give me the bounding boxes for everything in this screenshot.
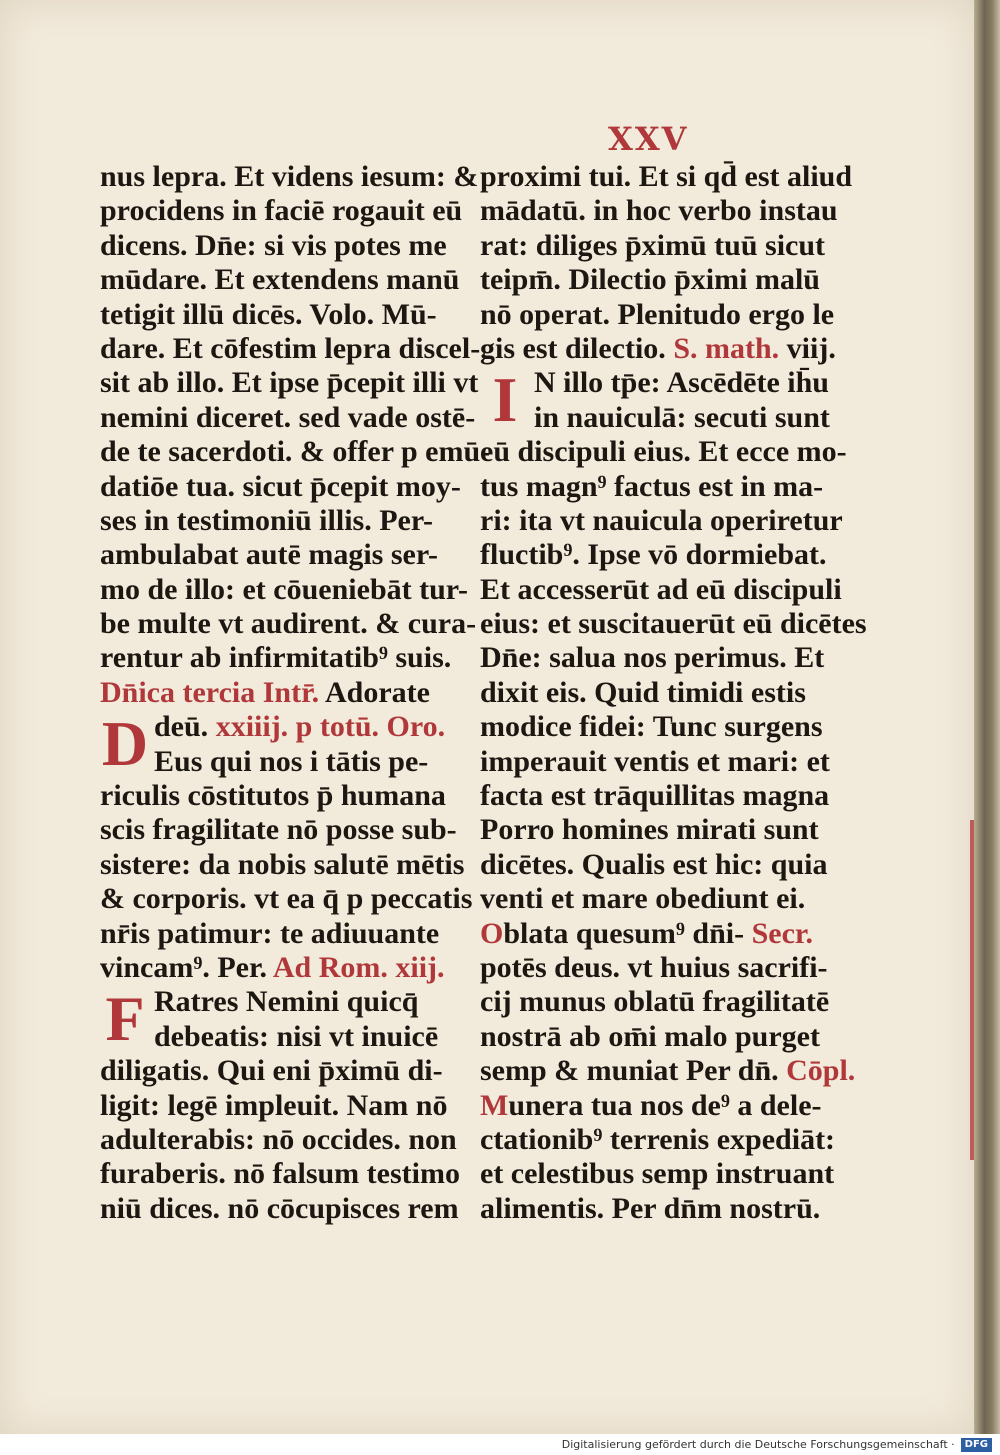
footer-bar <box>0 1434 1000 1455</box>
body-text: scis fragilitate nō posse sub- <box>100 813 457 847</box>
text-line <box>100 1191 459 1226</box>
text-line <box>100 951 445 985</box>
right-text-column <box>480 160 867 1226</box>
text-line <box>480 882 825 916</box>
text-line <box>100 504 445 538</box>
text-line <box>480 1054 856 1088</box>
body-text: fluctib⁹. Ipse vō dormiebat. <box>480 538 827 572</box>
text-line <box>480 263 825 297</box>
body-text: dixit eis. Quid timidi estis <box>480 675 806 709</box>
book-edge <box>974 0 1000 1434</box>
rubric-text: S. math. <box>673 331 787 365</box>
text-line <box>480 950 828 985</box>
body-text: rat: diliges p̄ximū tuū sicut <box>480 228 826 262</box>
text-line <box>100 263 460 297</box>
body-text: de te sacerdoti. & offer p emū- <box>100 435 491 469</box>
text-line <box>480 435 847 469</box>
text-line <box>100 917 445 951</box>
dfg-logo: DFG <box>961 1438 992 1452</box>
body-text: tetigit illū dicēs. Volo. Mū- <box>100 297 437 331</box>
text-line <box>480 400 830 435</box>
body-text: semp & muniat Per dn̄. <box>480 1054 787 1088</box>
text-line <box>480 194 838 228</box>
body-text: be multe vt audirent. & cura- <box>100 607 477 641</box>
body-text: proximi tui. Et si qd̄ est aliud <box>480 160 853 193</box>
text-line <box>100 1122 457 1157</box>
red-initial-letter: D <box>101 708 149 780</box>
text-line <box>100 400 476 435</box>
text-line <box>100 1054 445 1088</box>
body-text: teipm̄. Dilectio p̄ximi malū <box>480 263 820 297</box>
text-line <box>480 1122 836 1157</box>
body-text: mo de illo: et cōueniebāt tur- <box>100 572 468 606</box>
body-text: Dn̄e: salua nos perimus. Et <box>480 641 825 675</box>
rubric-text: Dn̄ica tercia Intr̄. <box>100 675 325 709</box>
text-line <box>100 813 457 847</box>
text-line <box>100 847 465 882</box>
text-line <box>100 1088 448 1123</box>
body-text: datiōe tua. sicut p̄cepit moy- <box>100 469 461 503</box>
body-text: N illo tp̄e: Ascēdēte ih̄u <box>534 366 829 400</box>
text-line <box>480 985 830 1019</box>
body-text: viij. <box>786 331 836 365</box>
text-line <box>480 503 843 538</box>
text-line <box>100 607 477 641</box>
rubric-text: xxiiij. p totū. Oro. <box>215 710 446 744</box>
body-text: mādatū. in hoc verbo instau <box>480 194 838 228</box>
body-text: dicens. Dn̄e: si vis potes me <box>100 228 447 262</box>
text-line <box>480 538 825 572</box>
body-text: nus lepra. Et videns iesum: & <box>100 160 479 193</box>
body-text: gis est dilectio. <box>480 331 674 365</box>
body-text: modice fidei: Tunc surgens <box>480 710 823 744</box>
body-text: ses in testimoniū illis. Per- <box>100 503 434 537</box>
text-line <box>100 882 473 916</box>
body-text: deū. <box>154 710 216 744</box>
text-line <box>100 538 445 572</box>
body-text: eius: et suscitauerūt eū dicētes <box>480 607 867 641</box>
footer-credit: Digitalisierung gefördert durch die Deutsche Forschungsgemeinschaft · <box>561 1438 955 1451</box>
text-line <box>480 641 825 675</box>
body-text: mūdare. Et extendens manū <box>100 263 460 297</box>
body-text: riculis cōstitutos p̄ humana <box>100 779 446 813</box>
rubric-text: M <box>480 1088 509 1122</box>
body-text: venti et mare obediunt ei. <box>480 882 806 916</box>
body-text: unera tua nos de⁹ a dele- <box>508 1088 822 1122</box>
text-line <box>480 160 853 194</box>
body-text: procidens in faciē rogauit eū <box>100 194 463 228</box>
body-text: sistere: da nobis salutē mētis <box>100 847 465 881</box>
text-line <box>100 676 445 710</box>
text-line <box>100 435 491 469</box>
text-line <box>480 813 825 847</box>
text-line <box>480 917 825 951</box>
text-line <box>100 1157 460 1191</box>
body-text: debeatis: nisi vt inuicē <box>154 1019 439 1053</box>
body-text: nō operat. Plenitudo ergo le <box>480 297 835 331</box>
text-line <box>100 366 479 400</box>
body-text: facta est trāquillitas magna <box>480 779 830 813</box>
rubric-text: Ad Rom. xiij. <box>272 950 445 984</box>
text-line <box>480 676 825 710</box>
body-text: imperauit ventis et mari: et <box>480 744 830 778</box>
folio-number: XXV <box>608 120 689 158</box>
text-line <box>480 1157 835 1191</box>
body-text: cij munus oblatū fragilitatē <box>480 985 830 1019</box>
body-text: & corporis. vt ea q̄ p peccatis <box>100 882 473 916</box>
body-text: furaberis. nō falsum testimo <box>100 1157 460 1191</box>
body-text: dicētes. Qualis est hic: quia <box>480 847 828 881</box>
text-line <box>100 1020 445 1054</box>
red-initial-letter: I <box>492 364 518 436</box>
body-text: nemini diceret. sed vade ostē- <box>100 400 476 434</box>
text-line <box>480 297 835 332</box>
body-text: blata quesum⁹ dn̄i- <box>503 916 752 950</box>
text-line <box>100 641 452 675</box>
body-text: ligit: legē impleuit. Nam nō <box>100 1088 448 1122</box>
rubric-text: O <box>480 916 504 950</box>
body-text: dare. Et cōfestim lepra discel- <box>100 331 481 365</box>
body-text: Et accesserūt ad eū discipuli <box>480 572 842 606</box>
text-line <box>480 470 825 504</box>
rubric-text: Cōpl. <box>786 1054 856 1088</box>
body-text: ambulabat autē magis ser- <box>100 538 439 572</box>
body-text: adulterabis: nō occides. non <box>100 1122 457 1156</box>
text-line <box>480 1089 825 1123</box>
text-line <box>100 194 463 228</box>
body-text: ctationib⁹ terrenis expediāt: <box>480 1122 836 1156</box>
text-line <box>480 779 830 813</box>
text-line <box>480 847 828 882</box>
body-text: Ratres Nemini quicq̄ <box>154 985 419 1019</box>
text-line <box>480 607 867 641</box>
left-text-column <box>100 160 491 1226</box>
text-line <box>100 160 479 194</box>
text-line <box>100 572 468 607</box>
text-line <box>480 572 842 607</box>
body-text: Adorate <box>325 675 430 709</box>
body-text: rentur ab infirmitatib⁹ suis. <box>100 641 452 675</box>
text-line <box>100 229 445 263</box>
body-text: Eus qui nos i tātis pe- <box>154 744 429 778</box>
body-text: et celestibus semp instruant <box>480 1157 835 1191</box>
text-line <box>480 710 825 744</box>
body-text: diligatis. Qui eni p̄ximū di- <box>100 1054 443 1088</box>
text-line <box>100 779 445 813</box>
rubric-text: Secr. <box>751 916 813 950</box>
body-text: niū dices. nō cōcupisces rem <box>100 1191 459 1225</box>
body-text: tus magn⁹ factus est in ma- <box>480 469 824 503</box>
text-line <box>100 469 461 504</box>
red-initial-letter: F <box>105 983 145 1055</box>
text-line <box>480 1020 825 1054</box>
body-text: alimentis. Per dn̄m nostrū. <box>480 1191 821 1225</box>
text-line <box>100 298 445 332</box>
body-text: in nauiculā: secuti sunt <box>534 400 830 434</box>
text-line <box>480 331 836 366</box>
body-text: eū discipuli eius. Et ecce mo- <box>480 435 847 469</box>
text-line <box>480 744 830 779</box>
body-text: Porro homines mirati sunt <box>480 813 819 847</box>
text-line <box>100 745 445 779</box>
body-text: potēs deus. vt huius sacrifi- <box>480 950 828 984</box>
text-line <box>480 229 825 263</box>
body-text: nr̄is patimur: te adiuuante <box>100 916 440 950</box>
body-text: nostrā ab om̄i malo purget <box>480 1019 820 1053</box>
body-text: sit ab illo. Et ipse p̄cepit illi vt <box>100 366 479 400</box>
text-line <box>100 331 481 366</box>
text-line <box>480 1192 825 1226</box>
body-text: ri: ita vt nauicula operiretur <box>480 503 843 537</box>
red-page-edge <box>970 820 974 1160</box>
body-text: vincam⁹. Per. <box>100 950 273 984</box>
